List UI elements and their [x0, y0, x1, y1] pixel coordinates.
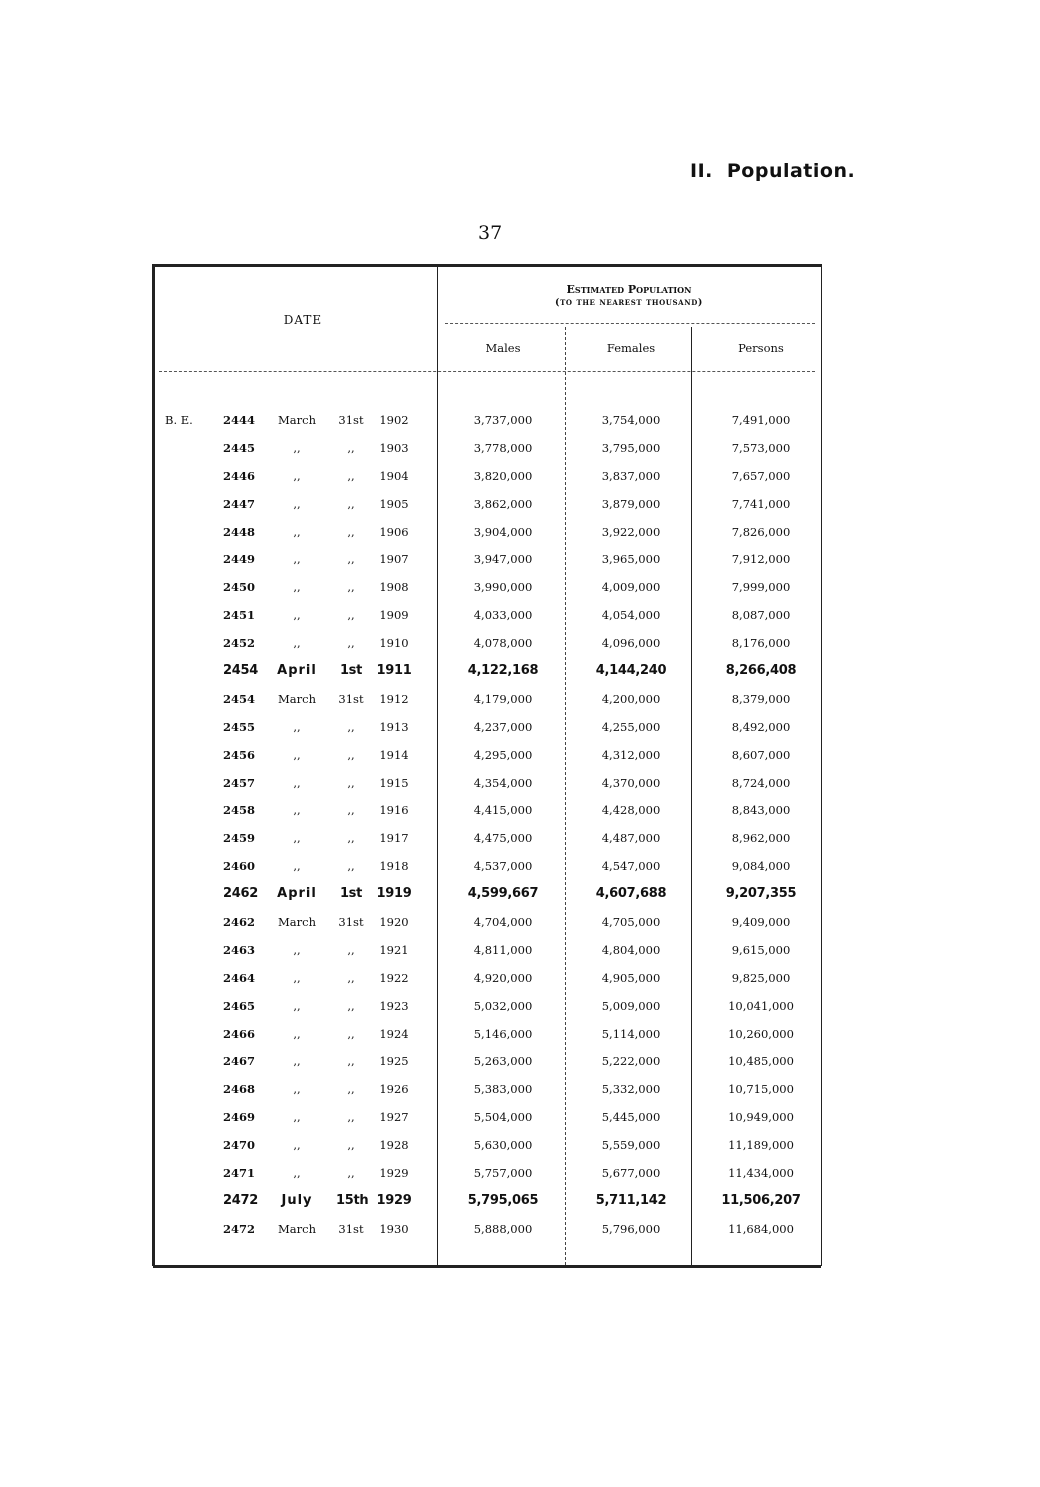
- females-value: 3,965,000: [601, 552, 661, 567]
- persons-value: 10,715,000: [728, 1082, 794, 1097]
- females-header: Females: [606, 341, 656, 355]
- females-value: 4,200,000: [601, 691, 661, 706]
- table-row: [153, 410, 821, 438]
- month: ,,: [293, 496, 301, 511]
- be-year: 2450: [223, 580, 256, 595]
- table-row: [153, 968, 821, 996]
- ad-year: 1917: [379, 831, 409, 846]
- be-year: 2471: [223, 1166, 256, 1181]
- month: ,,: [293, 831, 301, 846]
- ad-year: 1909: [379, 608, 409, 623]
- ad-year: 1929: [379, 1166, 409, 1181]
- day: ,,: [347, 747, 355, 762]
- persons-value: 8,087,000: [731, 608, 791, 623]
- month: March: [278, 413, 316, 427]
- persons-value: 11,684,000: [728, 1221, 794, 1236]
- day: 31st: [338, 915, 364, 930]
- females-value: 5,711,142: [595, 1192, 667, 1208]
- persons-value: 9,409,000: [731, 915, 791, 930]
- month: July: [281, 1192, 313, 1208]
- month: ,,: [293, 747, 301, 762]
- males-value: 4,537,000: [473, 859, 533, 874]
- section-heading: [690, 160, 855, 182]
- males-value: 3,947,000: [473, 552, 533, 567]
- month: March: [278, 915, 316, 930]
- males-value: 4,354,000: [473, 775, 533, 790]
- table-row: [153, 661, 821, 689]
- be-year: 2470: [223, 1138, 256, 1153]
- be-year: 2451: [223, 608, 256, 623]
- persons-value: 8,176,000: [731, 636, 791, 651]
- males-value: 4,179,000: [473, 691, 533, 706]
- day: ,,: [347, 803, 355, 818]
- females-value: 4,905,000: [601, 970, 661, 985]
- females-value: 5,332,000: [601, 1082, 661, 1097]
- table-body: [153, 410, 821, 1247]
- males-value: 5,146,000: [473, 1026, 533, 1041]
- males-value: 4,078,000: [473, 636, 533, 651]
- females-value: 5,677,000: [601, 1166, 661, 1181]
- day: ,,: [347, 440, 355, 455]
- day: 15th: [336, 1192, 369, 1208]
- table-row: [153, 494, 821, 522]
- males-value: 3,737,000: [473, 413, 533, 427]
- table-row: [153, 605, 821, 633]
- day: ,,: [347, 1110, 355, 1125]
- table-row: [153, 466, 821, 494]
- males-value: 5,888,000: [473, 1221, 533, 1236]
- day: ,,: [347, 719, 355, 734]
- females-value: 4,009,000: [601, 580, 661, 595]
- month: ,,: [293, 580, 301, 595]
- be-year: 2465: [223, 998, 256, 1013]
- table-row: [153, 940, 821, 968]
- be-year: 2456: [223, 747, 256, 762]
- females-value: 4,054,000: [601, 608, 661, 623]
- males-value: 5,630,000: [473, 1138, 533, 1153]
- persons-value: 7,912,000: [731, 552, 791, 567]
- table-row: [153, 1191, 821, 1219]
- be-year: 2463: [223, 942, 256, 957]
- be-year: 2444: [223, 413, 256, 427]
- females-value: 4,144,240: [595, 663, 667, 679]
- ad-year: 1904: [379, 468, 409, 483]
- persons-value: 7,657,000: [731, 468, 791, 483]
- males-value: 5,032,000: [473, 998, 533, 1013]
- table-row: [153, 1107, 821, 1135]
- persons-value: 8,379,000: [731, 691, 791, 706]
- section-title: Population.: [726, 160, 856, 182]
- females-value: 3,795,000: [601, 440, 661, 455]
- males-value: 3,862,000: [473, 496, 533, 511]
- males-value: 5,757,000: [473, 1166, 533, 1181]
- day: 31st: [338, 413, 364, 427]
- day: ,,: [347, 468, 355, 483]
- day: ,,: [347, 1054, 355, 1069]
- table-row: [153, 1163, 821, 1191]
- be-year: 2464: [223, 970, 256, 985]
- be-year: 2448: [223, 524, 256, 539]
- table-row: [153, 522, 821, 550]
- day: ,,: [347, 998, 355, 1013]
- table-row: [153, 828, 821, 856]
- day: ,,: [347, 1026, 355, 1041]
- be-year: 2469: [223, 1110, 256, 1125]
- persons-value: 9,615,000: [731, 942, 791, 957]
- be-year: 2462: [223, 886, 258, 902]
- month: ,,: [293, 1082, 301, 1097]
- be-year: 2459: [223, 831, 256, 846]
- table-row: [153, 1024, 821, 1052]
- females-value: 4,804,000: [601, 942, 661, 957]
- month: ,,: [293, 719, 301, 734]
- persons-value: 9,084,000: [731, 859, 791, 874]
- day: ,,: [347, 970, 355, 985]
- day: ,,: [347, 580, 355, 595]
- ad-year: 1920: [379, 915, 409, 930]
- table-row: [153, 912, 821, 940]
- month: April: [277, 886, 317, 902]
- ad-year: 1905: [379, 496, 409, 511]
- ad-year: 1912: [379, 691, 409, 706]
- month: ,,: [293, 608, 301, 623]
- ad-year: 1907: [379, 552, 409, 567]
- be-year: 2467: [223, 1054, 256, 1069]
- persons-value: 10,260,000: [728, 1026, 794, 1041]
- month: ,,: [293, 998, 301, 1013]
- table-row: [153, 1079, 821, 1107]
- day: 31st: [338, 1221, 364, 1236]
- month: ,,: [293, 552, 301, 567]
- day: ,,: [347, 831, 355, 846]
- persons-value: 9,825,000: [731, 970, 791, 985]
- table-row: [153, 745, 821, 773]
- males-value: 4,122,168: [467, 663, 539, 679]
- month: ,,: [293, 942, 301, 957]
- persons-value: 11,189,000: [728, 1138, 794, 1153]
- month: ,,: [293, 859, 301, 874]
- day: 1st: [339, 886, 363, 902]
- ad-year: 1928: [379, 1138, 409, 1153]
- females-value: 3,879,000: [601, 496, 661, 511]
- males-value: 4,415,000: [473, 803, 533, 818]
- females-value: 5,222,000: [601, 1054, 661, 1069]
- persons-value: 8,607,000: [731, 747, 791, 762]
- month: ,,: [293, 775, 301, 790]
- males-value: 4,033,000: [473, 608, 533, 623]
- be-year: 2447: [223, 496, 256, 511]
- table-row: [153, 717, 821, 745]
- females-value: 4,255,000: [601, 719, 661, 734]
- be-year: 2445: [223, 440, 256, 455]
- population-table: [152, 264, 822, 1266]
- day: ,,: [347, 636, 355, 651]
- ad-year: 1911: [376, 663, 412, 679]
- be-year: 2458: [223, 803, 256, 818]
- table-row: [153, 1135, 821, 1163]
- females-value: 4,096,000: [601, 636, 661, 651]
- month: ,,: [293, 1166, 301, 1181]
- table-row: [153, 577, 821, 605]
- header-rule: [159, 371, 815, 372]
- be-year: 2454: [223, 691, 256, 706]
- ad-year: 1919: [376, 886, 412, 902]
- day: ,,: [347, 496, 355, 511]
- be-year: 2468: [223, 1082, 256, 1097]
- month: ,,: [293, 803, 301, 818]
- persons-value: 8,492,000: [731, 719, 791, 734]
- group-subtitle: (to the nearest thousand): [555, 297, 703, 308]
- persons-value: 10,041,000: [728, 998, 794, 1013]
- table-row: [153, 438, 821, 466]
- females-value: 3,754,000: [601, 413, 661, 427]
- be-year: 2457: [223, 775, 256, 790]
- persons-value: 7,999,000: [731, 580, 791, 595]
- group-title: Estimated Population: [566, 283, 692, 296]
- day: 31st: [338, 691, 364, 706]
- be-year: 2454: [223, 663, 258, 679]
- be-year: 2472: [223, 1192, 258, 1208]
- ad-year: 1902: [379, 413, 409, 427]
- day: ,,: [347, 859, 355, 874]
- era-prefix: B. E.: [165, 413, 193, 427]
- section-number: II.: [690, 160, 713, 182]
- males-value: 4,599,667: [467, 886, 539, 902]
- males-value: 4,475,000: [473, 831, 533, 846]
- persons-value: 8,266,408: [725, 663, 797, 679]
- table-row: [153, 996, 821, 1024]
- estimated-population-header: [439, 283, 819, 309]
- ad-year: 1922: [379, 970, 409, 985]
- ad-year: 1923: [379, 998, 409, 1013]
- males-value: 4,295,000: [473, 747, 533, 762]
- ad-year: 1930: [379, 1221, 409, 1236]
- day: ,,: [347, 552, 355, 567]
- ad-year: 1913: [379, 719, 409, 734]
- day: ,,: [347, 524, 355, 539]
- ad-year: 1915: [379, 775, 409, 790]
- be-year: 2466: [223, 1026, 256, 1041]
- be-year: 2462: [223, 915, 256, 930]
- table-row: [153, 633, 821, 661]
- persons-value: 10,485,000: [728, 1054, 794, 1069]
- table-row: [153, 549, 821, 577]
- persons-value: 8,724,000: [731, 775, 791, 790]
- persons-value: 7,573,000: [731, 440, 791, 455]
- persons-value: 7,491,000: [731, 413, 791, 427]
- month: ,,: [293, 524, 301, 539]
- females-value: 4,607,688: [595, 886, 667, 902]
- males-value: 4,237,000: [473, 719, 533, 734]
- females-value: 4,487,000: [601, 831, 661, 846]
- day: ,,: [347, 942, 355, 957]
- males-value: 5,795,065: [467, 1192, 539, 1208]
- ad-year: 1925: [379, 1054, 409, 1069]
- day: ,,: [347, 1138, 355, 1153]
- females-value: 3,837,000: [601, 468, 661, 483]
- persons-value: 10,949,000: [728, 1110, 794, 1125]
- persons-value: 11,506,207: [721, 1192, 801, 1208]
- females-value: 5,009,000: [601, 998, 661, 1013]
- persons-value: 7,741,000: [731, 496, 791, 511]
- persons-value: 7,826,000: [731, 524, 791, 539]
- day: 1st: [339, 663, 363, 679]
- be-year: 2449: [223, 552, 256, 567]
- table-row: [153, 800, 821, 828]
- persons-value: 9,207,355: [725, 886, 797, 902]
- ad-year: 1916: [379, 803, 409, 818]
- be-year: 2472: [223, 1221, 256, 1236]
- ad-year: 1921: [379, 942, 409, 957]
- females-value: 4,705,000: [601, 915, 661, 930]
- persons-value: 11,434,000: [728, 1166, 794, 1181]
- header-subrule: [445, 323, 815, 324]
- females-value: 4,428,000: [601, 803, 661, 818]
- males-header: Males: [485, 341, 521, 355]
- males-value: 3,778,000: [473, 440, 533, 455]
- table-row: [153, 884, 821, 912]
- month: ,,: [293, 440, 301, 455]
- ad-year: 1929: [376, 1192, 412, 1208]
- ad-year: 1926: [379, 1082, 409, 1097]
- month: ,,: [293, 1110, 301, 1125]
- males-value: 5,504,000: [473, 1110, 533, 1125]
- ad-year: 1910: [379, 636, 409, 651]
- ad-year: 1903: [379, 440, 409, 455]
- males-value: 5,383,000: [473, 1082, 533, 1097]
- ad-year: 1918: [379, 859, 409, 874]
- month: ,,: [293, 1138, 301, 1153]
- be-year: 2452: [223, 636, 256, 651]
- males-value: 4,811,000: [473, 942, 533, 957]
- be-year: 2460: [223, 859, 256, 874]
- day: ,,: [347, 775, 355, 790]
- table-row: [153, 773, 821, 801]
- males-value: 5,263,000: [473, 1054, 533, 1069]
- persons-value: 8,962,000: [731, 831, 791, 846]
- be-year: 2455: [223, 719, 256, 734]
- females-value: 5,559,000: [601, 1138, 661, 1153]
- month: ,,: [293, 1054, 301, 1069]
- month: ,,: [293, 636, 301, 651]
- ad-year: 1908: [379, 580, 409, 595]
- males-value: 3,990,000: [473, 580, 533, 595]
- females-value: 5,114,000: [601, 1026, 661, 1041]
- males-value: 3,904,000: [473, 524, 533, 539]
- date-header: DATE: [283, 313, 323, 327]
- be-year: 2446: [223, 468, 256, 483]
- month: March: [278, 691, 316, 706]
- month: ,,: [293, 970, 301, 985]
- day: ,,: [347, 608, 355, 623]
- ad-year: 1906: [379, 524, 409, 539]
- females-value: 5,796,000: [601, 1221, 661, 1236]
- persons-value: 8,843,000: [731, 803, 791, 818]
- day: ,,: [347, 1082, 355, 1097]
- females-value: 5,445,000: [601, 1110, 661, 1125]
- males-value: 4,920,000: [473, 970, 533, 985]
- males-value: 3,820,000: [473, 468, 533, 483]
- males-value: 4,704,000: [473, 915, 533, 930]
- month: ,,: [293, 1026, 301, 1041]
- table-row: [153, 1051, 821, 1079]
- table-row: [153, 856, 821, 884]
- females-value: 4,370,000: [601, 775, 661, 790]
- table-row: [153, 689, 821, 717]
- females-value: 3,922,000: [601, 524, 661, 539]
- ad-year: 1924: [379, 1026, 409, 1041]
- ad-year: 1914: [379, 747, 409, 762]
- ad-year: 1927: [379, 1110, 409, 1125]
- females-value: 4,312,000: [601, 747, 661, 762]
- month: March: [278, 1221, 316, 1236]
- month: April: [277, 663, 317, 679]
- table-row: [153, 1219, 821, 1247]
- day: ,,: [347, 1166, 355, 1181]
- page-number: 37: [478, 222, 503, 244]
- persons-header: Persons: [738, 341, 784, 355]
- month: ,,: [293, 468, 301, 483]
- females-value: 4,547,000: [601, 859, 661, 874]
